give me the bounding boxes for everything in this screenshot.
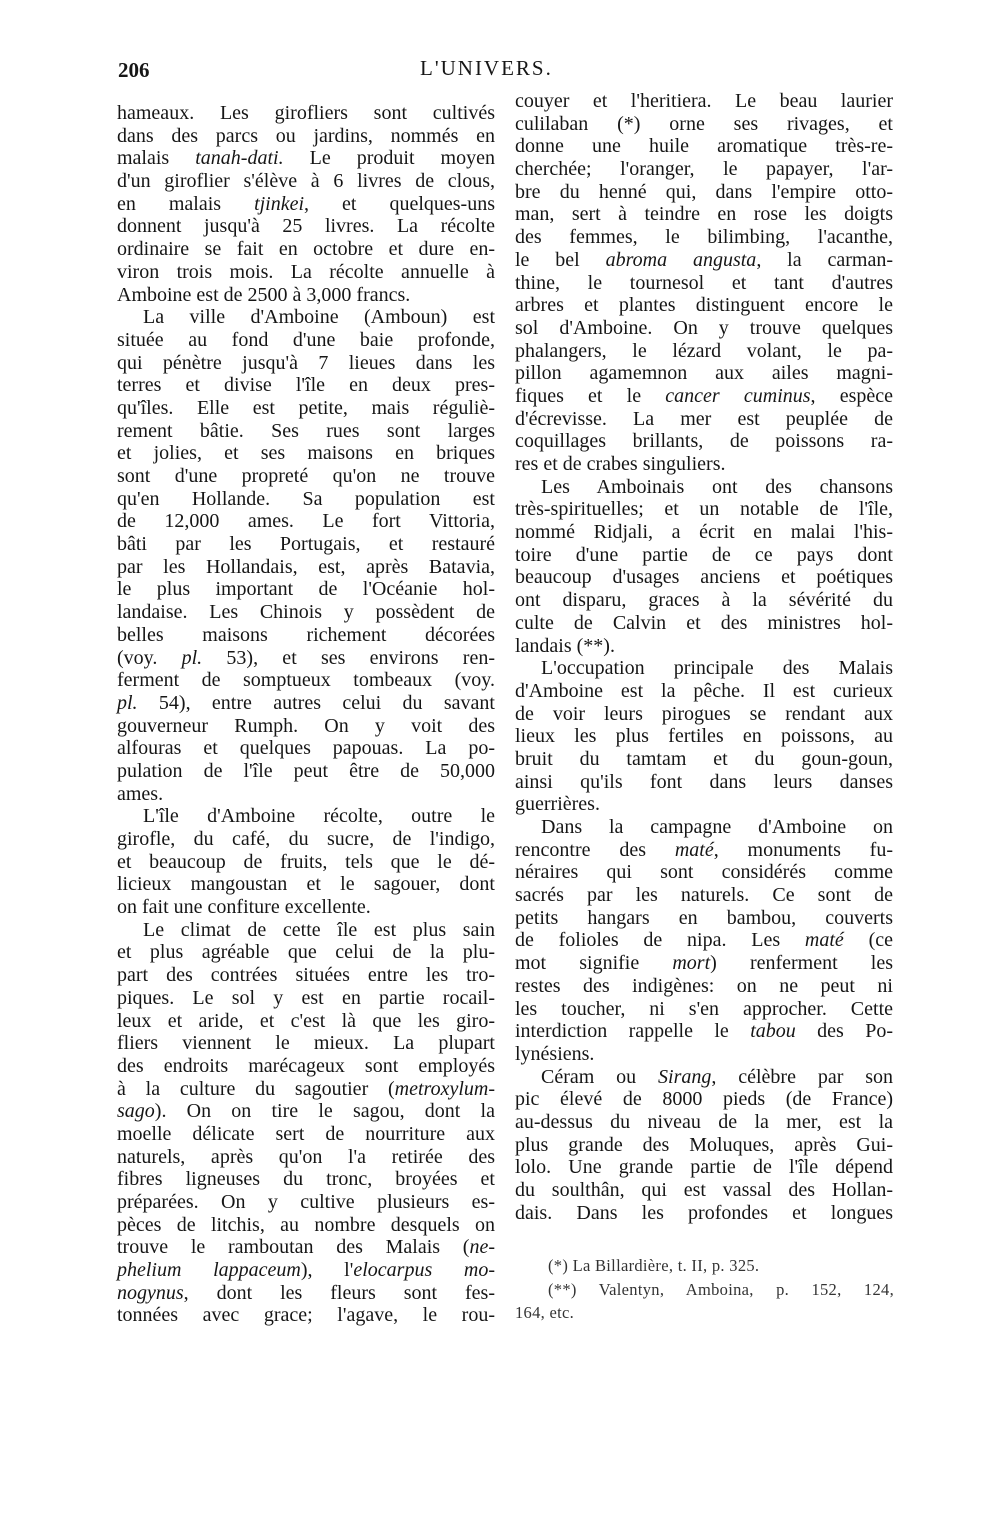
text-line [515, 158, 893, 181]
text-segment: pèces de litchis, au nombre desquels on [117, 1213, 495, 1236]
text-segment: qu'en Hollande. Sa population est [117, 487, 495, 510]
text-line [117, 147, 495, 170]
text-line [117, 352, 495, 375]
text-line [117, 533, 495, 556]
text-segment: gouverneur Rumph. On y voit des [117, 714, 495, 737]
text-line [515, 771, 893, 794]
text-segment: ). On on tire le sagou, dont la [154, 1100, 495, 1123]
italic-text: abroma angusta [605, 248, 757, 271]
text-line [117, 692, 495, 715]
text-segment: moelle délicate sert de nourriture aux [117, 1122, 495, 1145]
footnote-2-continued: 164, etc. [515, 1303, 575, 1322]
italic-text: sago [117, 1100, 155, 1123]
text-segment: trouve le ramboutan des Malais ( [117, 1236, 470, 1259]
text-segment: guerrières. [515, 793, 600, 816]
text-segment: restes des indigènes: on ne peut ni [515, 974, 893, 997]
text-segment: cherchée; l'oranger, le papayer, l'ar- [515, 158, 893, 181]
italic-text: tjinkei [254, 192, 305, 215]
text-line [515, 113, 893, 136]
text-line [117, 760, 495, 783]
text-line [515, 317, 893, 340]
text-line [117, 601, 495, 624]
text-line [515, 544, 893, 567]
text-line [117, 397, 495, 420]
text-segment: tonnées avec grace; l'agave, le rou- [117, 1304, 495, 1327]
text-segment: landaise. Les Chinois y possèdent de [117, 601, 495, 624]
text-line [515, 226, 893, 249]
text-segment: sacrés par les naturels. Ce sont de [515, 884, 893, 907]
text-line [515, 272, 893, 295]
text-segment: 54), entre autres celui du savant [137, 691, 495, 714]
text-line [515, 929, 893, 952]
text-line [117, 261, 495, 284]
text-line [515, 90, 893, 113]
text-segment: phalangers, le lézard volant, le pa- [515, 339, 893, 362]
text-line [515, 1134, 893, 1157]
italic-text: elocarpus mo- [353, 1259, 496, 1282]
text-segment: des femmes, le bilimbing, l'acanthe, [515, 226, 893, 249]
text-segment: d'un giroflier s'élève à 6 livres de clous, [117, 170, 495, 193]
text-line [117, 238, 495, 261]
text-line [515, 135, 893, 158]
italic-text: phelium lappaceum [117, 1259, 301, 1282]
text-segment: viron trois mois. La récolte annuelle à [117, 260, 495, 283]
text-segment: fiques et le [515, 384, 666, 407]
text-segment: fibres ligneuses du tronc, broyées et [117, 1168, 495, 1191]
text-segment: qu'îles. Elle est petite, mais réguliè- [117, 396, 495, 419]
text-line [515, 861, 893, 884]
text-line [117, 488, 495, 511]
text-line [117, 102, 495, 125]
text-segment: rencontre des [515, 838, 675, 861]
text-segment: L'île d'Amboine récolte, outre le [143, 805, 495, 828]
text-segment: couyer et l'heritiera. Le beau laurier [515, 90, 893, 112]
text-segment: petits hangars en bambou, couverts [515, 906, 893, 929]
text-line [117, 1078, 495, 1101]
text-line [117, 1191, 495, 1214]
text-segment: beaucoup d'usages anciens et poétiques [515, 566, 893, 589]
italic-text: cancer cuminus [665, 384, 811, 407]
text-segment: d'Amboine est la pêche. Il est curieux [515, 679, 893, 702]
text-line [515, 340, 893, 363]
text-line [117, 1214, 495, 1237]
text-line [117, 828, 495, 851]
text-segment: ferment de somptueux tombeaux (voy. [117, 669, 495, 692]
text-segment: man, sert à teindre en rose les doigts [515, 203, 893, 226]
text-segment: ), l' [300, 1259, 354, 1282]
text-segment: bre du henné qui, dans l'empire otto- [515, 180, 893, 203]
text-line [515, 703, 893, 726]
text-line [515, 635, 893, 658]
text-line [117, 374, 495, 397]
text-segment: préparées. On y cultive plusieurs es- [117, 1191, 495, 1213]
text-line [117, 284, 495, 307]
text-line [117, 964, 495, 987]
text-segment: d'écrevisse. La mer est peuplée de [515, 407, 893, 430]
text-segment: nommé Ridjali, a écrit en malai l'his- [515, 521, 893, 544]
running-title: L'UNIVERS. [420, 56, 553, 80]
text-line [515, 884, 893, 907]
text-line [515, 453, 893, 476]
text-line [117, 1304, 495, 1327]
text-segment: de 12,000 ames. Le fort Vittoria, [117, 510, 495, 533]
italic-text: nogynus [117, 1281, 184, 1304]
footnote-2: (**) Valentyn, Amboina, p. 152, 124, [548, 1279, 894, 1299]
text-segment: sont d'une propreté qu'on ne trouve [117, 465, 495, 487]
text-segment: donnent jusqu'à 25 livres. La récolte [117, 215, 495, 238]
text-segment: landais (**). [515, 634, 615, 657]
italic-text: mort [672, 952, 711, 975]
text-line [117, 510, 495, 533]
text-segment: pillon agamemnon aux ailes magni- [515, 362, 893, 385]
text-line [117, 465, 495, 488]
text-line [515, 793, 893, 816]
italic-text: maté [674, 838, 714, 861]
text-line [117, 125, 495, 148]
text-line [515, 680, 893, 703]
text-segment: girofle, du café, du sucre, de l'indigo, [117, 828, 495, 850]
text-line [117, 896, 495, 919]
text-line [515, 362, 893, 385]
text-segment: le bel [515, 248, 606, 271]
text-segment: à la culture du sagoutier ( [117, 1077, 395, 1100]
italic-text: ne- [469, 1236, 495, 1259]
text-segment: part des contrées situées entre les tro- [117, 964, 495, 987]
text-segment: , espèce [810, 384, 893, 407]
text-segment: terres et divise l'île en deux pres- [117, 374, 495, 397]
text-segment: alfouras et quelques papouas. La po- [117, 737, 495, 760]
italic-text: tabou [750, 1020, 796, 1043]
italic-text: metroxylum- [394, 1077, 495, 1100]
text-line [117, 919, 495, 942]
text-segment: Les Amboinais ont des chansons [541, 475, 893, 498]
text-segment: 53), et ses environs ren- [202, 646, 495, 669]
text-line [117, 851, 495, 874]
text-line [515, 657, 893, 680]
text-segment: dans des parcs ou jardins, nommés en [117, 124, 495, 147]
text-line [515, 476, 893, 499]
text-segment: rement bâtie. Ses rues sont larges [117, 419, 495, 442]
text-segment: Le climat de cette île est plus sain [143, 918, 495, 941]
text-line [117, 556, 495, 579]
text-segment: Dans la campagne d'Amboine on [541, 816, 893, 838]
text-line [515, 430, 893, 453]
text-line [515, 1088, 893, 1111]
text-line [117, 647, 495, 670]
text-segment: sol d'Amboine. On y trouve quelques [515, 316, 893, 339]
text-line [117, 578, 495, 601]
text-line [515, 181, 893, 204]
text-segment: thine, le tournesol et tant d'autres [515, 271, 893, 294]
text-segment: dais. Dans les profondes et longues [515, 1201, 893, 1224]
text-segment: coquillages brillants, de poissons ra- [515, 430, 893, 453]
text-line [117, 1259, 495, 1282]
text-segment: de folioles de nipa. Les [515, 929, 805, 952]
text-line [117, 941, 495, 964]
text-line [117, 715, 495, 738]
text-line [117, 1100, 495, 1123]
text-line [515, 1043, 893, 1066]
text-line [117, 442, 495, 465]
text-segment: res et de crabes singuliers. [515, 453, 726, 475]
text-line [117, 170, 495, 193]
text-segment: arbres et plantes distinguent encore le [515, 294, 893, 317]
text-column-right [515, 90, 893, 1224]
text-segment: par les Hollandais, est, après Batavia, [117, 555, 495, 578]
text-segment: Céram ou [541, 1065, 659, 1088]
text-line [515, 725, 893, 748]
text-segment: toire d'une partie de ce pays dont [515, 543, 893, 566]
text-line [117, 420, 495, 443]
text-segment: licieux mangoustan et le sagouer, dont [117, 873, 495, 896]
text-line [117, 193, 495, 216]
text-segment: du soulthân, qui est vassal des Hollan- [515, 1179, 893, 1201]
text-segment: très-spirituelles; et un notable de l'île, [515, 498, 893, 521]
text-line [515, 998, 893, 1021]
text-line [117, 1032, 495, 1055]
text-line [515, 1202, 893, 1225]
text-line [117, 1236, 495, 1259]
text-segment: donne une huile aromatique très-re- [515, 135, 893, 158]
text-line [515, 839, 893, 862]
text-segment: mot signifie [515, 952, 673, 975]
text-line [117, 306, 495, 329]
text-line [117, 624, 495, 647]
text-line [515, 589, 893, 612]
text-line [515, 975, 893, 998]
text-segment: et beaucoup de fruits, tels que le dé- [117, 850, 495, 873]
text-line [117, 1010, 495, 1033]
text-segment: ordinaire se fait en octobre et dure en- [117, 238, 495, 261]
text-segment: L'occupation principale des Malais [541, 657, 893, 680]
text-segment: et jolies, et ses maisons en briques [117, 442, 495, 465]
text-line [515, 203, 893, 226]
italic-text: Sirang [658, 1065, 712, 1088]
text-line [515, 907, 893, 930]
text-segment: lynésiens. [515, 1042, 595, 1065]
text-line [515, 612, 893, 635]
text-segment: bâti par les Portugais, et restauré [117, 533, 495, 556]
text-segment: belles maisons richement décorées [117, 623, 495, 646]
text-segment: en malais [117, 192, 255, 215]
text-segment: (voy. [117, 646, 182, 669]
text-line [117, 805, 495, 828]
text-segment: qui pénètre jusqu'à 7 lieues dans les [117, 351, 495, 374]
text-segment: des Po- [795, 1020, 893, 1043]
text-line [515, 294, 893, 317]
text-segment: ) renferment les [710, 952, 893, 975]
text-line [515, 566, 893, 589]
text-segment: interdiction rappelle le [515, 1020, 751, 1043]
text-segment: bruit du tamtam et du goun-goun, [515, 747, 893, 770]
page-number: 206 [118, 58, 150, 82]
text-line [515, 385, 893, 408]
italic-text: maté [804, 929, 844, 952]
italic-text: tanah-dati. [195, 147, 284, 170]
text-segment: malais [117, 147, 196, 170]
text-segment: ainsi qu'ils font dans leurs danses [515, 770, 893, 793]
text-line [515, 816, 893, 839]
text-line [515, 1020, 893, 1043]
text-segment: , dont les fleurs sont fes- [183, 1281, 495, 1304]
text-line [117, 783, 495, 806]
text-line [117, 329, 495, 352]
text-segment: lieux les plus fertiles en poissons, au [515, 725, 893, 748]
text-line [117, 669, 495, 692]
text-line [117, 215, 495, 238]
text-column-left [117, 102, 495, 1327]
text-segment: on fait une confiture excellente. [117, 896, 371, 919]
text-segment: néraires qui sont considérés comme [515, 861, 893, 884]
footnote-1: (*) La Billardière, t. II, p. 325. [548, 1256, 760, 1275]
text-segment: le plus important de l'Océanie hol- [117, 578, 495, 601]
text-line [515, 249, 893, 272]
text-segment: et plus agréable que celui de la plu- [117, 941, 495, 964]
text-segment: pulation de l'île peut être de 50,000 [117, 759, 495, 782]
text-segment: plus grande des Moluques, après Gui- [515, 1133, 893, 1156]
text-line [117, 1146, 495, 1169]
text-line [515, 521, 893, 544]
text-segment: pic élevé de 8000 pieds (de France) [515, 1088, 893, 1111]
text-segment: , et quelques-uns [304, 192, 495, 215]
text-segment: des endroits marécageux sont employés [117, 1054, 495, 1077]
italic-text: pl. [181, 646, 203, 669]
text-line [117, 987, 495, 1010]
text-segment: , la carman- [756, 248, 893, 271]
text-line [117, 737, 495, 760]
text-segment: lolo. Une grande partie de l'île dépend [515, 1156, 893, 1179]
text-line [117, 1123, 495, 1146]
text-line [117, 873, 495, 896]
text-segment: ont disparu, graces à la sévérité du [515, 589, 893, 612]
text-segment: leux et aride, et c'est là que les giro- [117, 1009, 495, 1032]
text-segment: située au fond d'une baie profonde, [117, 328, 495, 351]
text-segment: fliers viennent le mieux. La plupart [117, 1032, 495, 1055]
text-segment: (ce [843, 929, 893, 952]
text-segment: piques. Le sol y est en partie rocail- [117, 986, 495, 1009]
text-segment: de voir leurs pirogues se rendant aux [515, 702, 893, 725]
text-line [515, 1066, 893, 1089]
text-segment: culilaban (*) orne ses rivages, et [515, 112, 893, 135]
text-line [515, 952, 893, 975]
footnotes [515, 1254, 894, 1325]
text-line [117, 1282, 495, 1305]
text-line [117, 1055, 495, 1078]
text-segment: hameaux. Les girofliers sont cultivés [117, 102, 495, 124]
text-segment: les toucher, ni s'en approcher. Cette [515, 997, 893, 1020]
text-segment: La ville d'Amboine (Amboun) est [143, 306, 495, 329]
italic-text: pl. [117, 691, 138, 714]
text-segment: , monuments fu- [713, 838, 893, 861]
text-line [515, 498, 893, 521]
text-line [515, 408, 893, 431]
text-line [117, 1168, 495, 1191]
text-line [515, 1111, 893, 1134]
text-line [515, 748, 893, 771]
text-segment: culte de Calvin et des ministres hol- [515, 611, 893, 634]
text-segment: Amboine est de 2500 à 3,000 francs. [117, 283, 411, 306]
text-segment: ames. [117, 782, 164, 805]
text-line [515, 1156, 893, 1179]
text-segment: Le produit moyen [283, 147, 495, 170]
text-segment: , célèbre par son [711, 1065, 893, 1088]
text-line [515, 1179, 893, 1202]
text-segment: au-dessus du niveau de la mer, est la [515, 1110, 893, 1133]
text-segment: naturels, après qu'on l'a retirée des [117, 1145, 495, 1168]
